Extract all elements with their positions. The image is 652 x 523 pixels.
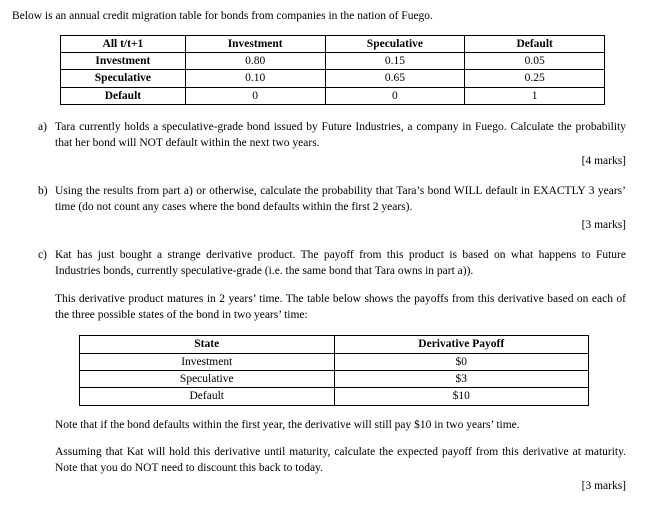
cell-payoff: $3 bbox=[334, 371, 589, 388]
question-c-paragraph-2: This derivative product matures in 2 years’ time. The table below shows the payoffs from this derivative based on each of the three possible states of the bond in two years’ time: bbox=[55, 292, 626, 321]
row-label: Default bbox=[61, 87, 186, 104]
cell-value: 0 bbox=[185, 87, 325, 104]
table-row bbox=[61, 70, 605, 87]
credit-migration-table bbox=[60, 35, 605, 106]
question-b bbox=[10, 183, 638, 233]
column-header-derivative-payoff: Derivative Payoff bbox=[334, 336, 589, 353]
cell-state: Investment bbox=[80, 353, 335, 370]
cell-payoff: $10 bbox=[334, 388, 589, 405]
question-text: Tara currently holds a speculative-grade bond issued by Future Industries, a company in Fuego. Calculate the probability that her bond will NOT default within the next two years. bbox=[55, 121, 626, 150]
cell-value: 1 bbox=[465, 87, 605, 104]
cell-value: 0.80 bbox=[185, 52, 325, 69]
question-list bbox=[10, 119, 638, 494]
question-label: a) bbox=[38, 121, 47, 134]
table-header-row bbox=[80, 336, 589, 353]
question-label: c) bbox=[38, 248, 47, 261]
cell-value: 0.25 bbox=[465, 70, 605, 87]
cell-state: Default bbox=[80, 388, 335, 405]
question-c-note: Note that if the bond defaults within the first year, the derivative will still pay $10 in two years’ time. bbox=[55, 418, 520, 431]
question-text: Kat has just bought a strange derivative product. The payoff from this product is based on what happens to Future Industries bonds, currently speculative-grade (i.e. the same bond that Tara owns in part a)). bbox=[55, 248, 626, 278]
column-header-investment: Investment bbox=[185, 35, 325, 52]
cell-value: 0.15 bbox=[325, 52, 465, 69]
question-a bbox=[10, 119, 638, 169]
question-label: b) bbox=[38, 185, 48, 197]
table-row bbox=[80, 371, 589, 388]
column-header-default: Default bbox=[465, 35, 605, 52]
table-header-row bbox=[61, 35, 605, 52]
intro-paragraph: Below is an annual credit migration table for bonds from companies in the nation of Fuego. bbox=[12, 10, 433, 22]
question-c-final: Assuming that Kat will hold this derivative until maturity, calculate the expected payoff from this derivative at maturity. Note that you do NOT need to discount this back to today. bbox=[55, 446, 626, 475]
marks-badge: [4 marks] bbox=[581, 154, 626, 167]
table-row bbox=[61, 52, 605, 69]
column-header-state: State bbox=[80, 336, 335, 353]
question-body bbox=[55, 247, 626, 494]
cell-value: 0.10 bbox=[185, 70, 325, 87]
question-body bbox=[55, 119, 626, 169]
cell-value: 0 bbox=[325, 87, 465, 104]
marks-badge: [3 marks] bbox=[581, 479, 626, 492]
cell-value: 0.05 bbox=[465, 52, 605, 69]
question-text: Using the results from part a) or otherwise, calculate the probability that Tara’s bond WILL default in EXACTLY 3 years’ time (do not count any cases where the bond defaults within the first 2 years). bbox=[55, 185, 626, 214]
derivative-payoff-table bbox=[79, 335, 589, 406]
table-row bbox=[61, 87, 605, 104]
column-header-speculative: Speculative bbox=[325, 35, 465, 52]
row-label: Investment bbox=[61, 52, 186, 69]
column-header-all: All t/t+1 bbox=[61, 35, 186, 52]
question-body bbox=[55, 183, 626, 233]
question-c bbox=[10, 247, 638, 494]
marks-badge: [3 marks] bbox=[581, 218, 626, 231]
cell-payoff: $0 bbox=[334, 353, 589, 370]
row-label: Speculative bbox=[61, 70, 186, 87]
cell-state: Speculative bbox=[80, 371, 335, 388]
table-row bbox=[80, 388, 589, 405]
cell-value: 0.65 bbox=[325, 70, 465, 87]
table-row bbox=[80, 353, 589, 370]
